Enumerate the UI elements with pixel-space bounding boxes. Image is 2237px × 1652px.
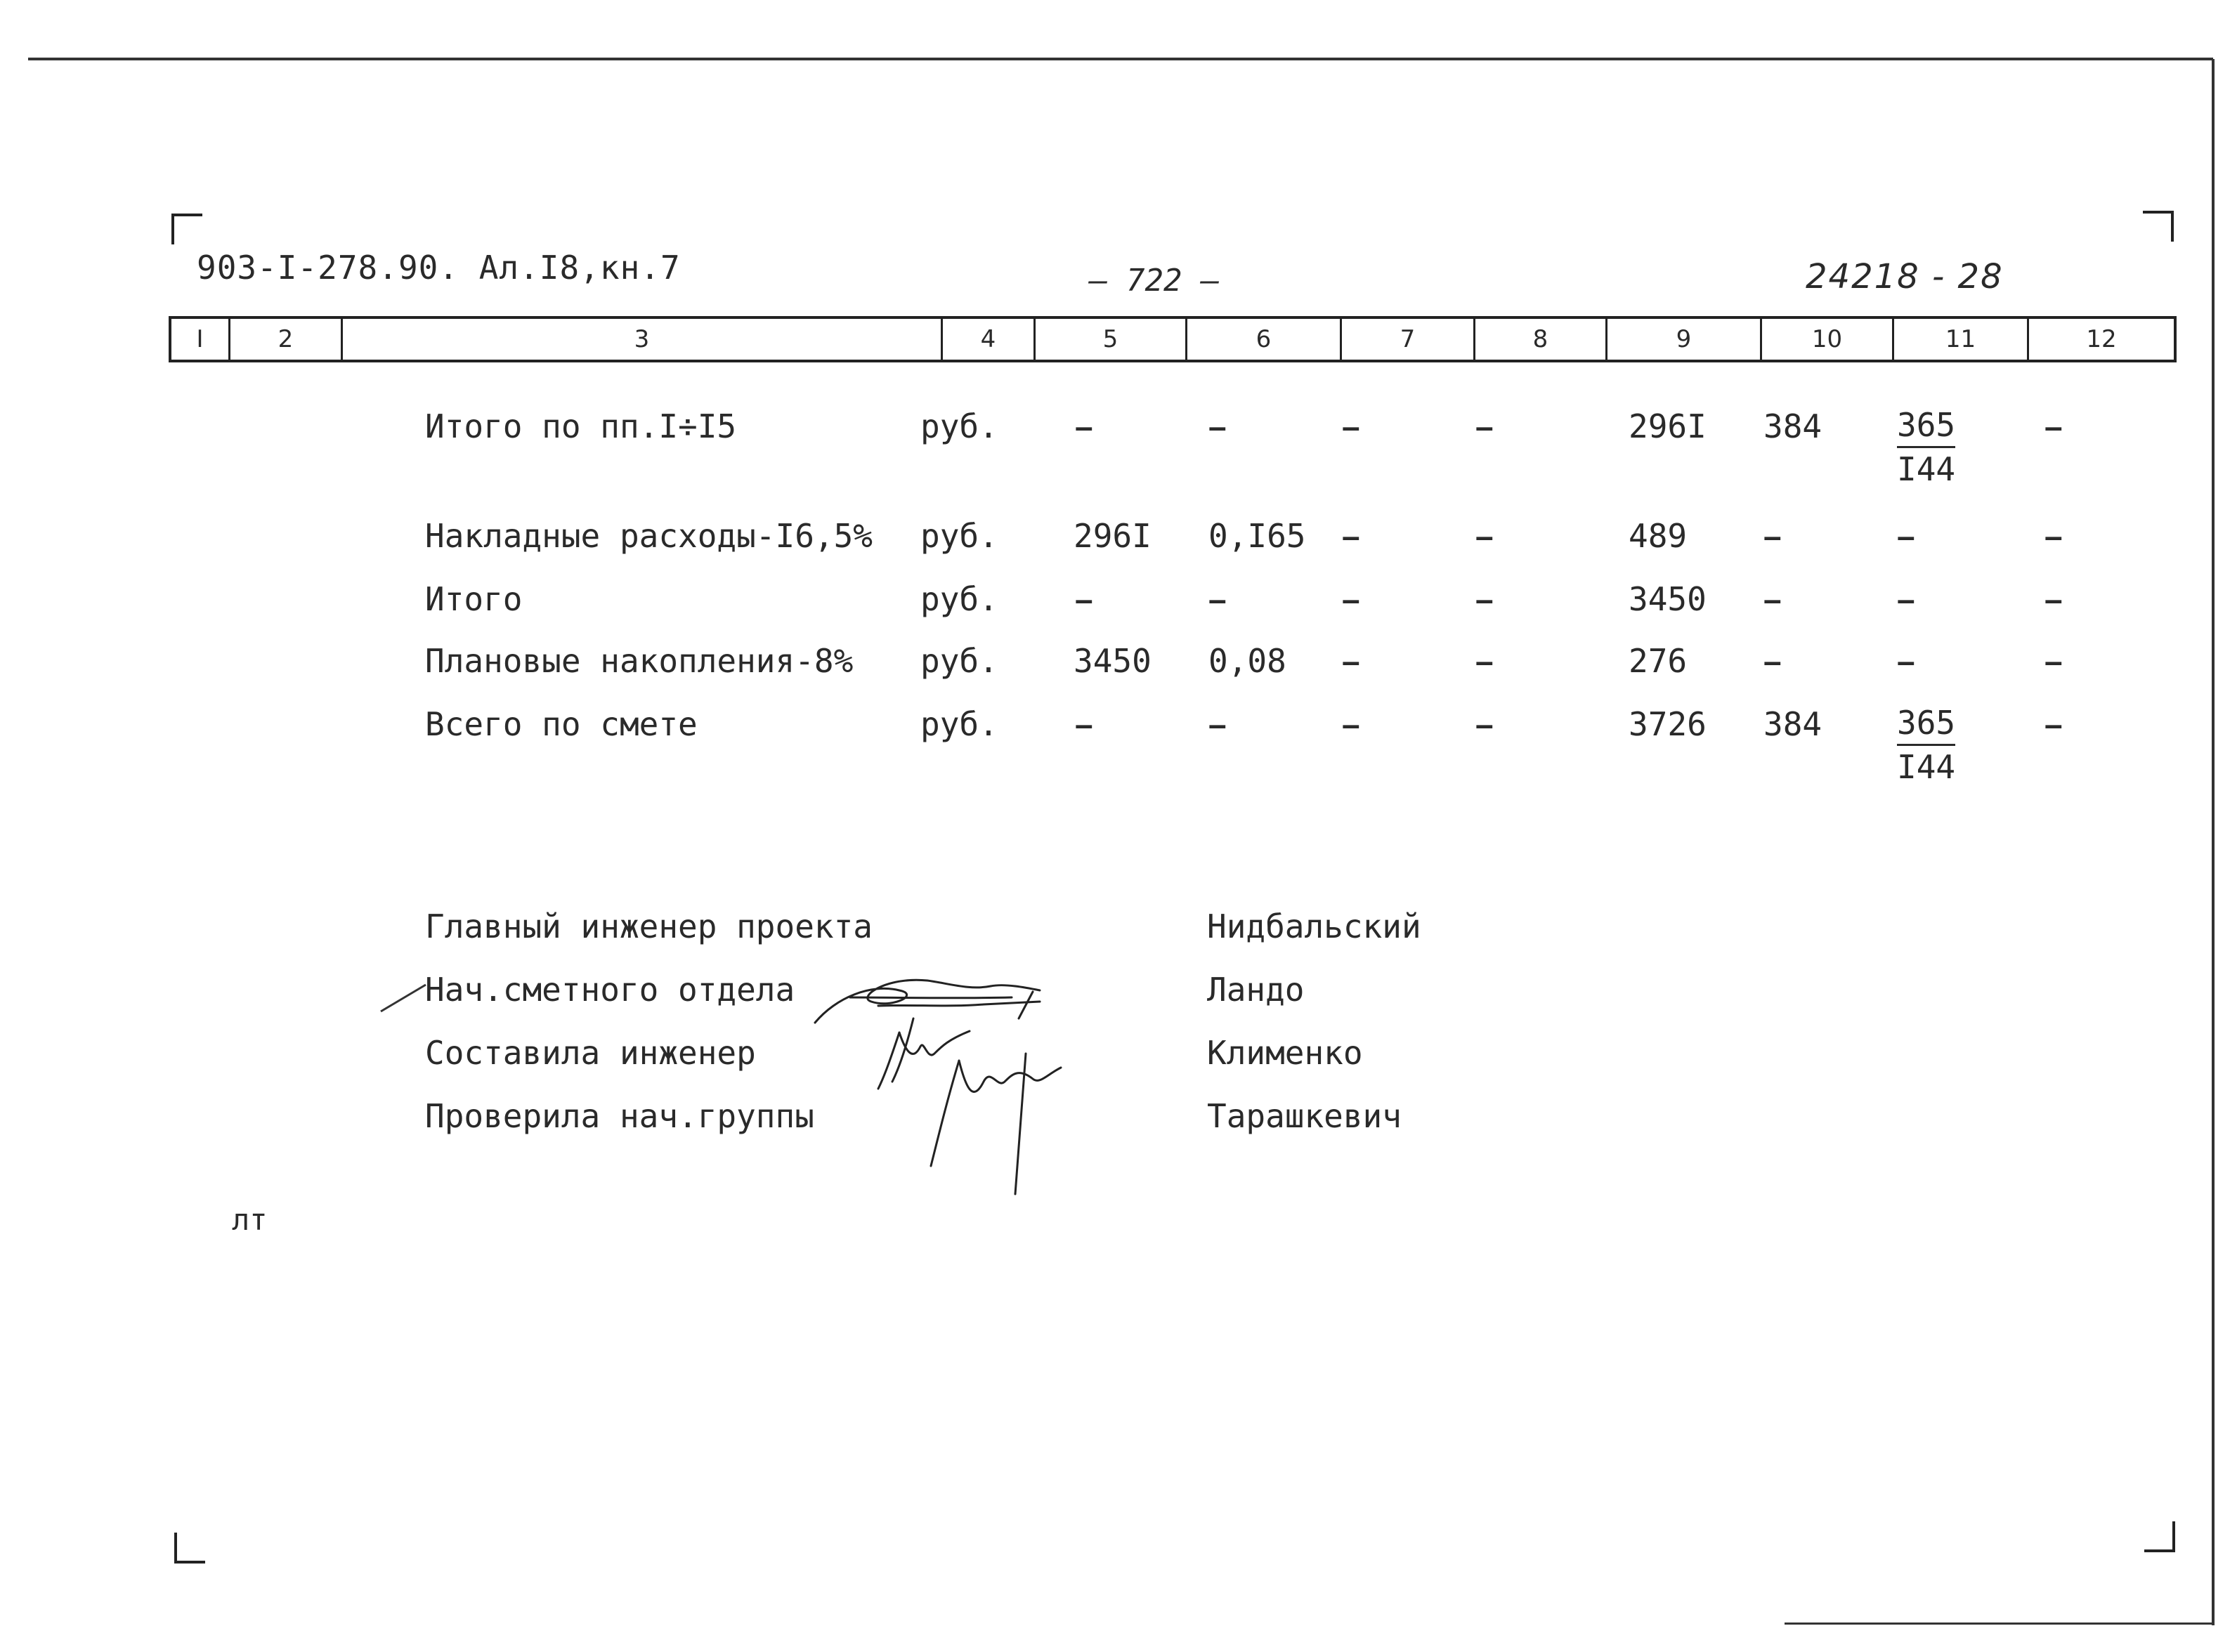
column-header-row <box>169 316 2177 362</box>
column-header-1: I <box>171 319 230 360</box>
column-header-5: 5 <box>1036 319 1187 360</box>
row-col8: – <box>1475 643 1494 679</box>
row-unit: руб. <box>920 407 998 445</box>
row-col10: 384 <box>1763 705 1822 743</box>
row-col11: – <box>1897 581 1915 617</box>
row-col11: – <box>1897 643 1915 679</box>
row-name: Плановые накопления-8% <box>425 642 854 680</box>
fraction-denominator: I44 <box>1897 748 1956 786</box>
row-col5: 296I <box>1074 517 1152 555</box>
row-col12: – <box>2044 706 2063 742</box>
row-col9: 3450 <box>1629 580 1707 618</box>
row-col12: – <box>2044 643 2063 679</box>
row-col12: – <box>2044 408 2063 445</box>
column-header-2: 2 <box>230 319 343 360</box>
column-header-8: 8 <box>1475 319 1607 360</box>
signature-role: Нач.сметного отдела <box>425 971 795 1009</box>
row-col11-fraction <box>1897 404 1955 490</box>
signature-name: Тарашкевич <box>1207 1097 1402 1135</box>
row-col10: – <box>1763 643 1782 679</box>
column-header-11: 11 <box>1894 319 2029 360</box>
fraction-numerator: 365 <box>1897 404 1955 448</box>
row-col11: – <box>1897 518 1915 554</box>
row-col7: – <box>1342 581 1360 617</box>
row-col9: 276 <box>1629 642 1688 680</box>
column-header-6: 6 <box>1187 319 1342 360</box>
row-col7: – <box>1342 643 1360 679</box>
row-col5: – <box>1075 581 1093 617</box>
bottom-border-line <box>1785 1622 2215 1625</box>
corner-mark-bottom-right <box>2144 1521 2175 1552</box>
row-col6: – <box>1208 706 1227 742</box>
column-header-7: 7 <box>1342 319 1475 360</box>
corner-mark-top-left <box>171 214 202 244</box>
row-col8: – <box>1475 408 1494 445</box>
signature-role: Составила инженер <box>425 1034 756 1072</box>
footer-mark: лт <box>232 1202 268 1237</box>
row-col9: 296I <box>1629 407 1707 445</box>
row-col9: 489 <box>1629 517 1688 555</box>
row-col6: – <box>1208 581 1227 617</box>
row-col12: – <box>2044 518 2063 554</box>
document-code: 903-I-278.90. Ал.I8,кн.7 <box>197 249 681 287</box>
row-col8: – <box>1475 581 1494 617</box>
row-col7: – <box>1342 706 1360 742</box>
top-border-line <box>28 58 2213 60</box>
row-unit: руб. <box>920 517 998 555</box>
row-name: Итого по пп.I÷I5 <box>425 407 737 445</box>
check-mark-stroke <box>379 982 429 1013</box>
row-col10: – <box>1763 518 1782 554</box>
signature-name: Клименко <box>1207 1034 1363 1072</box>
signature-role: Главный инженер проекта <box>425 907 873 945</box>
row-col12: – <box>2044 581 2063 617</box>
row-col9: 3726 <box>1629 705 1707 743</box>
row-col6: 0,I65 <box>1208 517 1306 555</box>
column-header-12: 12 <box>2086 325 2117 353</box>
row-unit: руб. <box>920 580 998 618</box>
row-col5: 3450 <box>1074 642 1152 680</box>
row-col10: – <box>1763 581 1782 617</box>
row-unit: руб. <box>920 642 998 680</box>
handwritten-signatures <box>808 948 1173 1229</box>
row-col8: – <box>1475 518 1494 554</box>
row-col7: – <box>1342 408 1360 445</box>
signature-name: Нидбальский <box>1207 907 1421 945</box>
row-name: Итого <box>425 580 523 618</box>
page-number: — 722 — <box>1089 263 1220 299</box>
row-col6: 0,08 <box>1208 642 1286 680</box>
column-header-3: 3 <box>343 319 943 360</box>
signature-name: Ландо <box>1207 971 1305 1009</box>
row-col8: – <box>1475 706 1494 742</box>
right-border-line <box>2212 59 2215 1625</box>
corner-mark-bottom-left <box>174 1533 205 1563</box>
column-header-4: 4 <box>943 319 1036 360</box>
fraction-denominator: I44 <box>1897 450 1956 488</box>
row-unit: руб. <box>920 705 998 743</box>
row-col5: – <box>1075 408 1093 445</box>
fraction-numerator: 365 <box>1897 702 1955 746</box>
archive-number: 24218 - 28 <box>1806 257 2004 296</box>
corner-mark-top-right <box>2143 211 2174 242</box>
row-name: Накладные расходы-I6,5% <box>425 517 873 555</box>
row-col6: – <box>1208 408 1227 445</box>
row-col10: 384 <box>1763 407 1822 445</box>
signature-role: Проверила нач.группы <box>425 1097 814 1135</box>
row-col11-fraction <box>1897 702 1955 788</box>
column-header-9: 9 <box>1607 319 1762 360</box>
row-col7: – <box>1342 518 1360 554</box>
row-name: Всего по смете <box>425 705 698 743</box>
column-header-10: 10 <box>1762 319 1894 360</box>
row-col5: – <box>1075 706 1093 742</box>
